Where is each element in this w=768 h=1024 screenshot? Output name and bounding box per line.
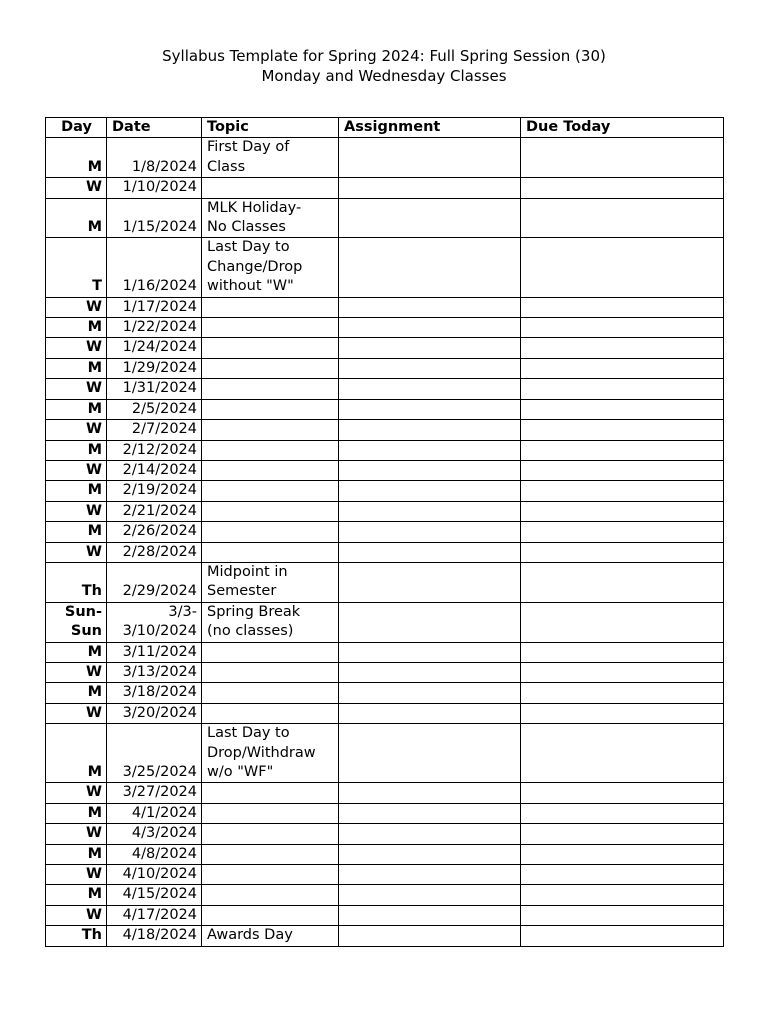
date-cell xyxy=(107,703,202,723)
topic-cell-line: First Day of xyxy=(207,139,290,156)
topic-cell xyxy=(202,703,339,723)
topic-cell xyxy=(202,318,339,338)
topic-cell xyxy=(202,683,339,703)
day-cell-line: M xyxy=(87,886,102,903)
day-cell-line: W xyxy=(86,704,102,721)
topic-cell xyxy=(202,399,339,419)
topic-cell-line: (no classes) xyxy=(207,623,294,640)
assignment-cell xyxy=(339,501,521,521)
due-today-cell xyxy=(521,501,724,521)
assignment-cell xyxy=(339,783,521,803)
due-today-cell xyxy=(521,865,724,885)
table-row xyxy=(46,318,724,338)
day-cell xyxy=(46,501,107,521)
date-cell xyxy=(107,926,202,946)
topic-cell xyxy=(202,420,339,440)
due-today-cell xyxy=(521,399,724,419)
topic-cell xyxy=(202,542,339,562)
date-cell xyxy=(107,379,202,399)
day-cell xyxy=(46,602,107,642)
due-today-cell xyxy=(521,703,724,723)
table-row xyxy=(46,198,724,238)
day-cell xyxy=(46,783,107,803)
due-today-cell xyxy=(521,522,724,542)
assignment-cell xyxy=(339,318,521,338)
date-cell-line: 1/17/2024 xyxy=(122,298,197,315)
header-day: Day xyxy=(46,118,107,138)
date-cell-line: 2/12/2024 xyxy=(122,441,197,458)
day-cell xyxy=(46,824,107,844)
date-cell-line: 2/14/2024 xyxy=(122,461,197,478)
date-cell-line: 1/24/2024 xyxy=(122,339,197,356)
day-cell xyxy=(46,803,107,823)
title-line-2: Monday and Wednesday Classes xyxy=(261,67,507,85)
date-cell xyxy=(107,297,202,317)
day-cell-line: W xyxy=(86,663,102,680)
due-today-cell xyxy=(521,420,724,440)
day-cell-line: M xyxy=(87,441,102,458)
day-cell xyxy=(46,138,107,178)
date-cell xyxy=(107,885,202,905)
table-row xyxy=(46,138,724,178)
topic-cell xyxy=(202,338,339,358)
table-row xyxy=(46,865,724,885)
day-cell-line: W xyxy=(86,543,102,560)
table-row xyxy=(46,602,724,642)
due-today-cell xyxy=(521,318,724,338)
topic-cell-line: Drop/Withdraw xyxy=(207,744,316,761)
day-cell-line: M xyxy=(87,319,102,336)
assignment-cell xyxy=(339,399,521,419)
topic-cell xyxy=(202,501,339,521)
table-row xyxy=(46,297,724,317)
header-date: Date xyxy=(107,118,202,138)
topic-cell-line: Semester xyxy=(207,583,277,600)
day-cell xyxy=(46,542,107,562)
day-cell xyxy=(46,420,107,440)
due-today-cell xyxy=(521,481,724,501)
assignment-cell xyxy=(339,803,521,823)
day-cell xyxy=(46,683,107,703)
date-cell-line: 2/28/2024 xyxy=(122,543,197,560)
topic-cell-line: Awards Day xyxy=(207,927,293,944)
date-cell-line: 2/29/2024 xyxy=(122,583,197,600)
assignment-cell xyxy=(339,683,521,703)
assignment-cell xyxy=(339,602,521,642)
date-cell-line: 3/20/2024 xyxy=(122,704,197,721)
table-row xyxy=(46,481,724,501)
due-today-cell xyxy=(521,602,724,642)
title-line-1: Syllabus Template for Spring 2024: Full Spring Session (30) xyxy=(162,47,606,65)
date-cell xyxy=(107,683,202,703)
date-cell-line: 1/15/2024 xyxy=(122,219,197,236)
due-today-cell xyxy=(521,358,724,378)
header-assignment: Assignment xyxy=(339,118,521,138)
date-cell-line: 1/31/2024 xyxy=(122,380,197,397)
date-cell-line: 1/16/2024 xyxy=(122,278,197,295)
topic-cell xyxy=(202,662,339,682)
day-cell-line: M xyxy=(87,219,102,236)
date-cell xyxy=(107,318,202,338)
assignment-cell xyxy=(339,824,521,844)
day-cell-line: W xyxy=(86,784,102,801)
table-row xyxy=(46,420,724,440)
date-cell xyxy=(107,662,202,682)
table-row xyxy=(46,178,724,198)
assignment-cell xyxy=(339,420,521,440)
topic-cell-line: MLK Holiday- xyxy=(207,199,302,216)
date-cell xyxy=(107,602,202,642)
due-today-cell xyxy=(521,460,724,480)
date-cell xyxy=(107,138,202,178)
day-cell-line: M xyxy=(87,764,102,780)
day-cell xyxy=(46,562,107,602)
date-cell-line: 3/13/2024 xyxy=(122,663,197,680)
table-row xyxy=(46,724,724,783)
assignment-cell xyxy=(339,522,521,542)
assignment-cell xyxy=(339,379,521,399)
day-cell-line: Th xyxy=(81,927,102,944)
date-cell xyxy=(107,238,202,297)
day-cell-line: M xyxy=(87,523,102,540)
table-row xyxy=(46,522,724,542)
date-cell xyxy=(107,522,202,542)
day-cell-line: M xyxy=(87,400,102,417)
date-cell xyxy=(107,724,202,783)
day-cell xyxy=(46,724,107,783)
date-cell-line: 2/7/2024 xyxy=(131,421,197,438)
table-row xyxy=(46,379,724,399)
date-cell xyxy=(107,501,202,521)
topic-cell-line: No Classes xyxy=(207,219,286,236)
day-cell-line: W xyxy=(86,421,102,438)
due-today-cell xyxy=(521,198,724,238)
topic-cell-line: Midpoint in xyxy=(207,563,288,580)
assignment-cell xyxy=(339,724,521,783)
date-cell xyxy=(107,178,202,198)
document-title xyxy=(0,46,768,86)
date-cell-line: 3/25/2024 xyxy=(122,764,197,780)
topic-cell xyxy=(202,522,339,542)
date-cell-line: 4/3/2024 xyxy=(131,825,197,842)
due-today-cell xyxy=(521,138,724,178)
date-cell xyxy=(107,358,202,378)
due-today-cell xyxy=(521,683,724,703)
topic-cell xyxy=(202,885,339,905)
day-cell xyxy=(46,460,107,480)
day-cell-line: Th xyxy=(81,583,102,600)
date-cell xyxy=(107,460,202,480)
due-today-cell xyxy=(521,178,724,198)
date-cell xyxy=(107,338,202,358)
date-cell-line: 3/3- xyxy=(168,603,197,620)
topic-cell-line: Last Day to xyxy=(207,725,290,742)
day-cell-line: Sun xyxy=(70,623,102,640)
due-today-cell xyxy=(521,803,724,823)
day-cell-line: W xyxy=(86,906,102,923)
topic-cell-line: Last Day to xyxy=(207,239,290,256)
day-cell xyxy=(46,865,107,885)
day-cell xyxy=(46,926,107,946)
day-cell xyxy=(46,844,107,864)
day-cell xyxy=(46,703,107,723)
date-cell-line: 2/19/2024 xyxy=(122,482,197,499)
assignment-cell xyxy=(339,885,521,905)
assignment-cell xyxy=(339,662,521,682)
assignment-cell xyxy=(339,642,521,662)
due-today-cell xyxy=(521,885,724,905)
date-cell xyxy=(107,481,202,501)
due-today-cell xyxy=(521,926,724,946)
day-cell xyxy=(46,379,107,399)
table-row xyxy=(46,562,724,602)
date-cell-line: 4/18/2024 xyxy=(122,927,197,944)
day-cell-line: M xyxy=(87,684,102,701)
topic-cell xyxy=(202,803,339,823)
day-cell xyxy=(46,905,107,925)
date-cell xyxy=(107,844,202,864)
table-row xyxy=(46,238,724,297)
topic-cell xyxy=(202,460,339,480)
header-row xyxy=(46,118,724,138)
day-cell-line: M xyxy=(87,482,102,499)
date-cell xyxy=(107,803,202,823)
topic-cell xyxy=(202,358,339,378)
day-cell-line: W xyxy=(86,298,102,315)
day-cell-line: M xyxy=(87,158,102,175)
topic-cell xyxy=(202,905,339,925)
assignment-cell xyxy=(339,297,521,317)
table-row xyxy=(46,460,724,480)
assignment-cell xyxy=(339,926,521,946)
table-row xyxy=(46,683,724,703)
assignment-cell xyxy=(339,844,521,864)
day-cell xyxy=(46,297,107,317)
date-cell-line: 3/18/2024 xyxy=(122,684,197,701)
date-cell xyxy=(107,824,202,844)
table-row xyxy=(46,642,724,662)
day-cell xyxy=(46,440,107,460)
day-cell xyxy=(46,399,107,419)
due-today-cell xyxy=(521,440,724,460)
day-cell-line: T xyxy=(92,278,102,295)
day-cell-line: M xyxy=(87,845,102,862)
table-row xyxy=(46,399,724,419)
date-cell-line: 1/29/2024 xyxy=(122,359,197,376)
assignment-cell xyxy=(339,440,521,460)
header-due-today: Due Today xyxy=(521,118,724,138)
table-row xyxy=(46,844,724,864)
day-cell xyxy=(46,642,107,662)
assignment-cell xyxy=(339,198,521,238)
assignment-cell xyxy=(339,865,521,885)
topic-cell xyxy=(202,440,339,460)
day-cell xyxy=(46,662,107,682)
due-today-cell xyxy=(521,844,724,864)
topic-cell xyxy=(202,297,339,317)
due-today-cell xyxy=(521,542,724,562)
day-cell xyxy=(46,338,107,358)
day-cell xyxy=(46,885,107,905)
topic-cell xyxy=(202,238,339,297)
date-cell-line: 1/10/2024 xyxy=(122,179,197,196)
assignment-cell xyxy=(339,460,521,480)
due-today-cell xyxy=(521,724,724,783)
due-today-cell xyxy=(521,824,724,844)
assignment-cell xyxy=(339,562,521,602)
date-cell xyxy=(107,865,202,885)
table-row xyxy=(46,358,724,378)
topic-cell-line: w/o "WF" xyxy=(207,764,274,780)
date-cell-line: 4/8/2024 xyxy=(131,845,197,862)
date-cell xyxy=(107,399,202,419)
topic-cell xyxy=(202,824,339,844)
assignment-cell xyxy=(339,905,521,925)
topic-cell xyxy=(202,138,339,178)
assignment-cell xyxy=(339,338,521,358)
assignment-cell xyxy=(339,238,521,297)
topic-cell-line: without "W" xyxy=(207,278,294,295)
table-body xyxy=(46,138,724,946)
date-cell xyxy=(107,905,202,925)
date-cell-line: 2/21/2024 xyxy=(122,502,197,519)
day-cell-line: W xyxy=(86,179,102,196)
date-cell-line: 2/26/2024 xyxy=(122,523,197,540)
date-cell-line: 3/10/2024 xyxy=(122,623,197,640)
date-cell-line: 1/8/2024 xyxy=(131,158,197,175)
day-cell xyxy=(46,198,107,238)
assignment-cell xyxy=(339,178,521,198)
day-cell-line: W xyxy=(86,866,102,883)
date-cell-line: 1/22/2024 xyxy=(122,319,197,336)
date-cell-line: 3/11/2024 xyxy=(122,643,197,660)
date-cell-line: 2/5/2024 xyxy=(131,400,197,417)
assignment-cell xyxy=(339,542,521,562)
table-row xyxy=(46,542,724,562)
table-row xyxy=(46,703,724,723)
table-row xyxy=(46,783,724,803)
due-today-cell xyxy=(521,662,724,682)
assignment-cell xyxy=(339,481,521,501)
topic-cell xyxy=(202,379,339,399)
topic-cell xyxy=(202,844,339,864)
table-row xyxy=(46,501,724,521)
due-today-cell xyxy=(521,783,724,803)
day-cell-line: W xyxy=(86,461,102,478)
syllabus-table xyxy=(45,117,724,947)
day-cell-line: W xyxy=(86,339,102,356)
date-cell-line: 3/27/2024 xyxy=(122,784,197,801)
day-cell xyxy=(46,238,107,297)
topic-cell xyxy=(202,865,339,885)
day-cell xyxy=(46,318,107,338)
topic-cell xyxy=(202,198,339,238)
day-cell xyxy=(46,178,107,198)
table-row xyxy=(46,885,724,905)
topic-cell xyxy=(202,724,339,783)
date-cell-line: 4/10/2024 xyxy=(122,866,197,883)
due-today-cell xyxy=(521,238,724,297)
day-cell-line: W xyxy=(86,825,102,842)
day-cell-line: W xyxy=(86,502,102,519)
topic-cell xyxy=(202,481,339,501)
due-today-cell xyxy=(521,562,724,602)
table-row xyxy=(46,662,724,682)
date-cell xyxy=(107,420,202,440)
assignment-cell xyxy=(339,358,521,378)
topic-cell xyxy=(202,783,339,803)
day-cell-line: Sun- xyxy=(64,603,102,620)
table-row xyxy=(46,905,724,925)
topic-cell-line: Class xyxy=(207,158,246,175)
date-cell-line: 4/15/2024 xyxy=(122,886,197,903)
due-today-cell xyxy=(521,338,724,358)
topic-cell xyxy=(202,178,339,198)
topic-cell xyxy=(202,926,339,946)
date-cell xyxy=(107,783,202,803)
due-today-cell xyxy=(521,379,724,399)
due-today-cell xyxy=(521,905,724,925)
day-cell-line: M xyxy=(87,804,102,821)
topic-cell xyxy=(202,602,339,642)
date-cell xyxy=(107,440,202,460)
topic-cell xyxy=(202,562,339,602)
date-cell-line: 4/17/2024 xyxy=(122,906,197,923)
date-cell xyxy=(107,198,202,238)
day-cell-line: M xyxy=(87,359,102,376)
topic-cell xyxy=(202,642,339,662)
topic-cell-line: Change/Drop xyxy=(207,258,303,275)
table-row xyxy=(46,926,724,946)
date-cell xyxy=(107,562,202,602)
table-row xyxy=(46,440,724,460)
day-cell xyxy=(46,481,107,501)
date-cell xyxy=(107,642,202,662)
table-row xyxy=(46,338,724,358)
table-row xyxy=(46,824,724,844)
date-cell xyxy=(107,542,202,562)
date-cell-line: 4/1/2024 xyxy=(131,804,197,821)
day-cell xyxy=(46,358,107,378)
table-row xyxy=(46,803,724,823)
header-topic: Topic xyxy=(202,118,339,138)
topic-cell-line: Spring Break xyxy=(207,603,301,620)
assignment-cell xyxy=(339,703,521,723)
due-today-cell xyxy=(521,297,724,317)
day-cell-line: M xyxy=(87,643,102,660)
assignment-cell xyxy=(339,138,521,178)
due-today-cell xyxy=(521,642,724,662)
day-cell-line: W xyxy=(86,380,102,397)
day-cell xyxy=(46,522,107,542)
